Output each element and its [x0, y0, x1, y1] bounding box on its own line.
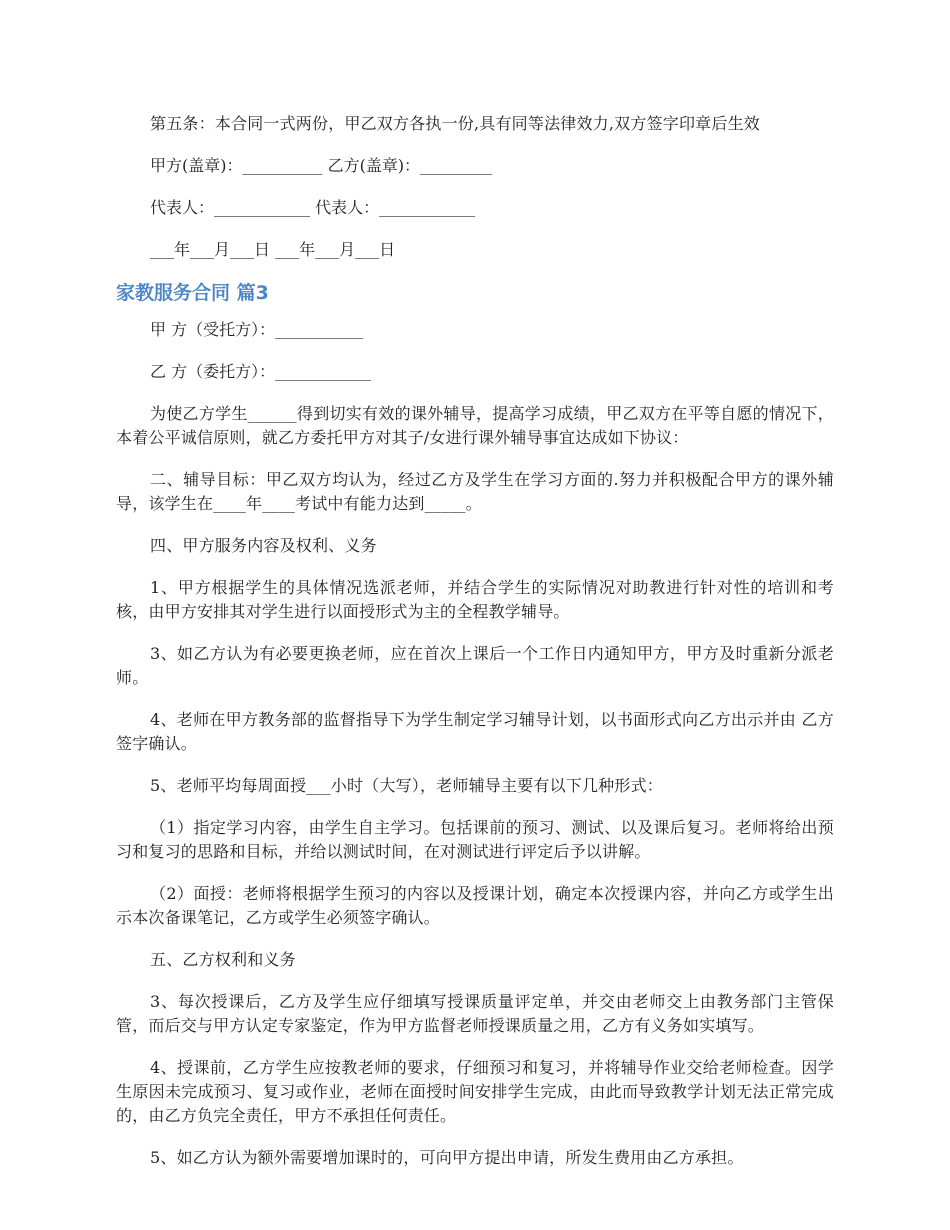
clause-item-5: 5、老师平均每周面授___小时（大写），老师辅导主要有以下几种形式：	[150, 776, 663, 795]
party-b-item-4: 4、授课前，乙方学生应按教老师的要求，仔细预习和复习，并将辅导作业交给老师检查。因学生原因未完成预习、复习或作业，老师在面授时间安排学生完成，由此而导致教学计划无法正常完成的，由乙方负完全责任，甲方不承担任何责任。	[116, 1058, 834, 1125]
party-b-item-5: 5、如乙方认为额外需要增加课时的，可向甲方提出申请，所发生费用由乙方承担。	[150, 1148, 744, 1167]
representative-line: 代表人：____________ 代表人：____________	[150, 198, 476, 217]
document-body	[116, 112, 834, 1188]
party-a-duties-heading: 四、甲方服务内容及权利、义务	[150, 536, 377, 555]
party-a-line: 甲 方（受托方）：___________	[150, 320, 364, 339]
preamble-paragraph: 为使乙方学生______得到切实有效的课外辅导，提高学习成绩，甲乙双方在平等自愿的情况下，本着公平诚信原则，就乙方委托甲方对其子/女进行课外辅导事宜达成如下协议：	[116, 404, 834, 447]
clause-item-1: 1、甲方根据学生的具体情况选派老师，并结合学生的实际情况对助教进行针对性的培训和考核，由甲方安排其对学生进行以面授形式为主的全程教学辅导。	[116, 578, 834, 621]
goal-paragraph: 二、辅导目标：甲乙双方均认为，经过乙方及学生在学习方面的.努力并积极配合甲方的课外辅 导，该学生在____年____考试中有能力达到_____。	[116, 470, 834, 513]
seal-line: 甲方(盖章)：__________ 乙方(盖章)：_________	[150, 156, 493, 175]
party-b-rights-heading: 五、乙方权利和义务	[150, 950, 296, 969]
date-line: ___年___月___日 ___年___月___日	[150, 240, 396, 259]
section-title: 家教服务合同 篇3	[116, 282, 269, 304]
article-five: 第五条：本合同一式两份，甲乙双方各执一份,具有同等法律效力,双方签字印章后生效	[150, 114, 760, 133]
sub-item-2: （2）面授：老师将根据学生预习的内容以及授课计划，确定本次授课内容，并向乙方或学生出示本次备课笔记，乙方或学生必须签字确认。	[116, 884, 834, 927]
clause-item-4: 4、老师在甲方教务部的监督指导下为学生制定学习辅导计划，以书面形式向乙方出示并由 乙方签字确认。	[116, 710, 834, 753]
sub-item-1: （1）指定学习内容，由学生自主学习。包括课前的预习、测试、以及课后复习。老师将给出预习和复习的思路和目标，并给以测试时间，在对测试进行评定后予以讲解。	[116, 818, 834, 861]
clause-item-3: 3、如乙方认为有必要更换老师，应在首次上课后一个工作日内通知甲方，甲方及时重新分派老师。	[116, 644, 834, 687]
party-b-line: 乙 方（委托方）：____________	[150, 362, 372, 381]
party-b-item-3: 3、每次授课后，乙方及学生应仔细填写授课质量评定单，并交由老师交上由教务部门主管保管，而后交与甲方认定专家鉴定，作为甲方监督老师授课质量之用，乙方有义务如实填写。	[116, 992, 834, 1035]
